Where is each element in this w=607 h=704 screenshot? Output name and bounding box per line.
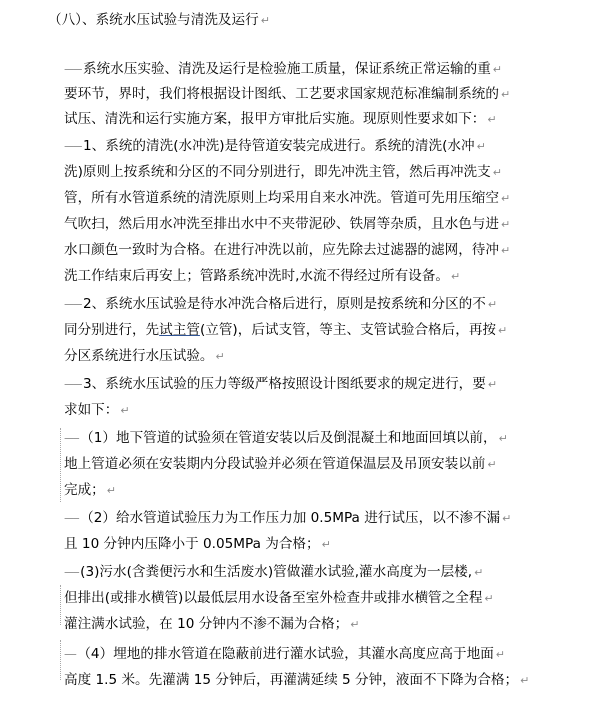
line-break-icon: ↵ xyxy=(487,378,498,391)
item1-line-2: 洗)原则上按系统和分区的不同分别进行，即先冲洗主管，然后再冲洗支 ↵ xyxy=(64,164,502,180)
paragraph-mark-icon: ↵ xyxy=(215,350,225,363)
margin-guide xyxy=(60,428,61,502)
line-break-icon: ↵ xyxy=(498,324,508,337)
line-break-icon: ↵ xyxy=(498,432,508,445)
item2-line-1: ------ 2、系统水压试验是待水冲洗合格后进行，原则是按系统和分区的不 ↵ xyxy=(64,296,498,312)
paragraph-mark-icon: ↵ xyxy=(520,674,530,687)
indent-dots: ----- xyxy=(64,431,79,445)
line-break-icon: ↵ xyxy=(474,566,484,579)
paragraph-mark-icon: ↵ xyxy=(120,404,130,417)
paragraph-mark-icon: ↵ xyxy=(350,618,360,631)
intro-line-1: ------ 系统水压实验、清洗及运行是检验施工质量，保证系统正常运输的重 ↵ xyxy=(64,61,503,77)
item2-line-3: 分区系统进行水压试验。 ↵ xyxy=(64,348,225,364)
sub2-line-1: ----- （2）给水管道试验压力为工作压力加 0.5MPa 进行试压，以不渗不漏 ↵ xyxy=(64,510,512,526)
sub3-line-1: ----- (3)污水(含粪便污水和生活废水)管做灌水试验,灌水高度为一层楼, ↵ xyxy=(64,564,484,580)
item3-line-2: 求如下： ↵ xyxy=(64,402,130,418)
line-break-icon: ↵ xyxy=(476,140,486,153)
sub3-line-3: 灌注满水试验，在 10 分钟内不渗不漏为合格； ↵ xyxy=(64,616,360,632)
line-break-icon: ↵ xyxy=(502,512,512,525)
indent-dots: ------ xyxy=(64,377,81,391)
indent-dots: ------ xyxy=(64,297,81,311)
line-break-icon: ↵ xyxy=(501,88,511,101)
sub4-line-2: 高度 1.5 米。先灌满 15 分钟后，再灌满延续 5 分钟，液面不下降为合格； ↵ xyxy=(64,672,530,688)
item2-line-2: 同分别进行，先试主管(立管)，后试支管，等主、支管试验合格后，再按 ↵ xyxy=(64,322,508,338)
item1-line-6: 洗工作结束后再安上；管路系统冲洗时,水流不得经过所有设备。 ↵ xyxy=(64,268,461,284)
paragraph-mark-icon: ↵ xyxy=(450,270,461,283)
line-break-icon: ↵ xyxy=(492,63,503,76)
item1-line-5: 水口颜色一致时为合格。在进行冲洗以前，应先除去过滤器的滤网，待冲 ↵ xyxy=(64,242,511,258)
indent-dots: ------ xyxy=(64,62,81,76)
item1-line-3: 管，所有水管道系统的清洗原则上均采用自来水冲洗。管道可先用压缩空 ↵ xyxy=(64,190,511,206)
line-break-icon: ↵ xyxy=(484,592,494,605)
margin-guide xyxy=(60,640,61,680)
item1-line-4: 气吹扫，然后用水冲洗至排出水中不夹带泥砂、铁屑等杂质，且水色与进 ↵ xyxy=(64,216,511,232)
intro-line-3: 试压、清洗和运行实施方案，报甲方审批后实施。现原则性要求如下： ↵ xyxy=(64,111,497,127)
section-heading: （八）、系统水压试验与清洗及运行 ↵ xyxy=(48,12,270,28)
line-break-icon: ↵ xyxy=(487,458,497,471)
indent-dots: ----- xyxy=(64,565,79,579)
underlined-term: 试主管 xyxy=(159,322,200,338)
sub1-line-1: ----- （1）地下管道的试验须在管道安装以后及倒混凝土和地面回填以前， ↵ xyxy=(64,430,508,446)
item1-line-1: ------ 1、系统的清洗(水冲洗)是待管道安装完成进行。系统的清洗(水冲 ↵ xyxy=(64,138,486,154)
line-break-icon: ↵ xyxy=(495,648,506,661)
line-break-icon: ↵ xyxy=(501,192,511,205)
sub3-line-2: 但排出(或排水横管)以最低层用水设备至室外检查井或排水横管之全程 ↵ xyxy=(64,590,494,606)
paragraph-mark-icon: ↵ xyxy=(106,484,116,497)
indent-dots: ------ xyxy=(64,139,81,153)
paragraph-mark-icon: ↵ xyxy=(487,113,497,126)
sub1-line-3: 完成； ↵ xyxy=(64,482,116,498)
line-break-icon: ↵ xyxy=(492,166,502,179)
indent-dots: ----- xyxy=(64,511,79,525)
line-break-icon: ↵ xyxy=(501,244,511,257)
sub1-line-2: 地上管道必须在安装期内分段试验并必须在管道保温层及吊顶安装以前 ↵ xyxy=(64,456,497,472)
line-break-icon: ↵ xyxy=(487,298,498,311)
paragraph-mark-icon: ↵ xyxy=(321,538,331,551)
margin-guide xyxy=(60,585,61,625)
sub2-line-2: 且 10 分钟内压降小于 0.05MPa 为合格； ↵ xyxy=(64,536,331,552)
indent-dots: ---- xyxy=(64,647,76,661)
intro-line-2: 要环节，界时，我们将根据设计图纸、工艺要求国家规范标准编制系统的 ↵ xyxy=(64,86,511,102)
sub4-line-1: ---- （4）埋地的排水管道在隐蔽前进行灌水试验，其灌水高度应高于地面 ↵ xyxy=(64,646,506,662)
line-break-icon: ↵ xyxy=(501,218,511,231)
item3-line-1: ------ 3、系统水压试验的压力等级严格按照设计图纸要求的规定进行，要 ↵ xyxy=(64,376,498,392)
paragraph-mark-icon: ↵ xyxy=(260,14,270,27)
